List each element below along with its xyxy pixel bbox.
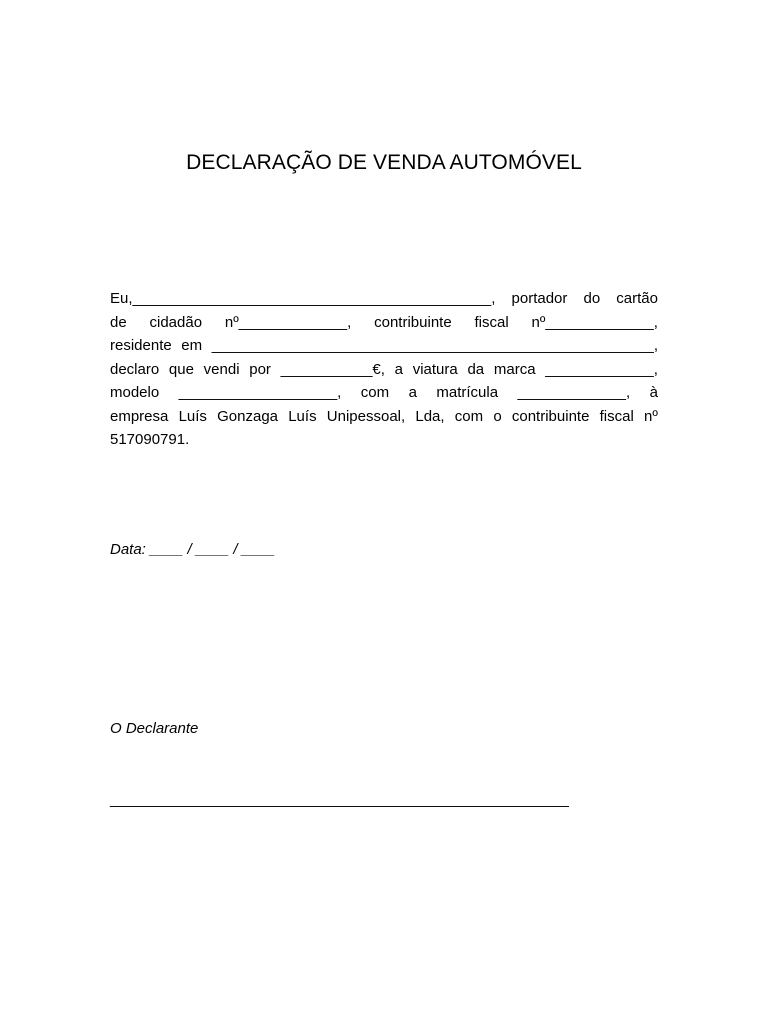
body-word: nº_____________, xyxy=(531,313,658,331)
body-word: Unipessoal, xyxy=(326,407,406,425)
body-word: matrícula xyxy=(436,384,499,401)
body-word: a xyxy=(394,360,403,378)
declarante-label: O Declarante xyxy=(110,720,199,737)
body-word: ___________€, xyxy=(280,360,385,378)
body-word: Luís xyxy=(288,407,317,425)
body-word: residente xyxy=(110,337,172,354)
body-word: nº_____________, xyxy=(224,313,352,331)
body-word: declaro xyxy=(110,360,160,378)
body-word: Eu,___________________________________________, xyxy=(110,290,496,307)
body-line xyxy=(110,334,658,358)
body-word: o xyxy=(493,407,502,425)
body-word: ___________________, xyxy=(178,384,342,401)
body-word: com xyxy=(454,407,484,425)
body-word: viatura xyxy=(412,360,458,378)
body-word: contribuinte xyxy=(374,313,452,331)
body-word: modelo xyxy=(110,384,160,401)
body-word: Lda, xyxy=(415,407,445,425)
body-line xyxy=(110,405,658,429)
body-word: a xyxy=(408,384,417,401)
body-word: em xyxy=(181,337,203,354)
body-word: à xyxy=(649,384,658,401)
body-word: fiscal xyxy=(474,313,509,331)
body-line xyxy=(110,381,658,405)
body-word: empresa xyxy=(110,407,169,425)
body-word: com xyxy=(360,384,390,401)
body-line: 517090791. xyxy=(110,431,190,448)
signature-line: _______________________________________________________ xyxy=(110,791,569,808)
document-title: DECLARAÇÃO DE VENDA AUTOMÓVEL xyxy=(186,151,582,174)
body-line xyxy=(110,287,658,311)
declaration-body xyxy=(110,287,658,452)
body-word: contribuinte xyxy=(511,407,590,425)
body-word: _____________, xyxy=(545,360,658,378)
body-line xyxy=(110,311,658,335)
body-word: Luís xyxy=(178,407,207,425)
body-word: cartão xyxy=(616,290,658,307)
body-word: _____________________________________________________, xyxy=(211,337,658,354)
body-word: Gonzaga xyxy=(217,407,279,425)
body-word: de xyxy=(110,313,127,331)
body-word: portador xyxy=(511,290,568,307)
body-word: fiscal xyxy=(599,407,634,425)
body-word: cidadão xyxy=(149,313,203,331)
body-word: marca xyxy=(493,360,536,378)
body-word: do xyxy=(583,290,601,307)
body-word: _____________, xyxy=(517,384,631,401)
body-word: que xyxy=(168,360,194,378)
body-word: por xyxy=(249,360,271,378)
body-line xyxy=(110,358,658,382)
date-field: Data: ____ / ____ / ____ xyxy=(110,541,276,558)
body-word: nº xyxy=(644,407,658,425)
body-word: vendi xyxy=(203,360,240,378)
body-word: da xyxy=(467,360,485,378)
